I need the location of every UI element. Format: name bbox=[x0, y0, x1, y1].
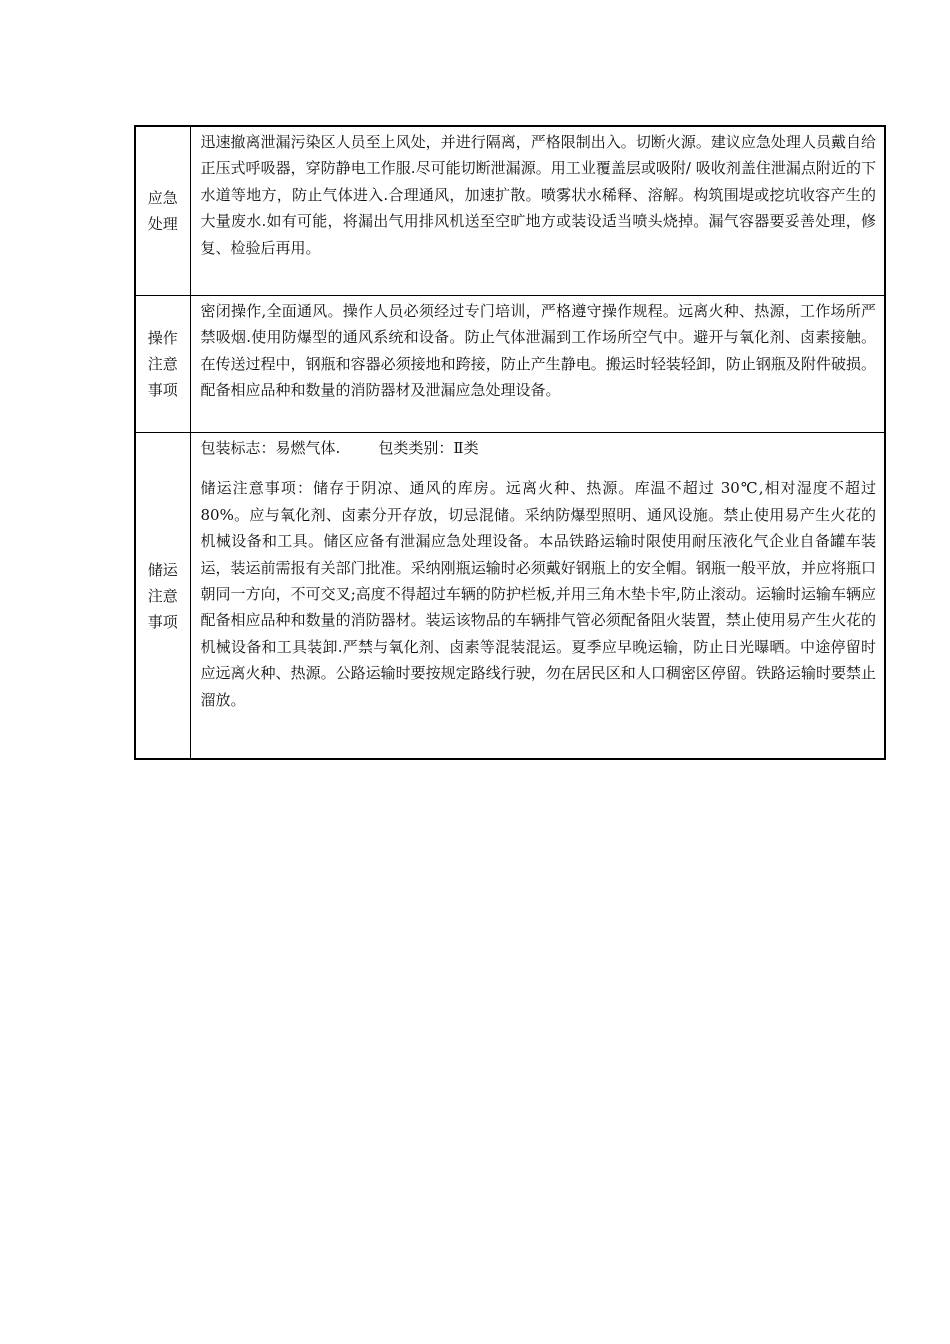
operation-label-line: 操作 bbox=[147, 329, 178, 347]
storage-label-line: 事项 bbox=[147, 612, 178, 631]
emergency-row bbox=[135, 126, 885, 296]
storage-content bbox=[190, 433, 885, 760]
storage-label-line: 储运 bbox=[147, 560, 178, 579]
emergency-content bbox=[190, 126, 885, 296]
packaging-line: 包装标志：易燃气体. 包类类别：Ⅱ类 bbox=[200, 439, 479, 457]
storage-text: 储运注意事项：储存于阴凉、通风的库房。远离火种、热源。库温不超过 30℃,相对湿度不超过 80%。应与氧化剂、卤素分开存放，切忌混储。采纳防爆型照明、通风设施。禁止使用易产生火花的机械设备和工具。储区应备有泄漏应急处理设备。本品铁路运输时限使用耐压液化气企业自备罐车装运，装运前需报有关部门批准。采纳刚瓶运输时必须戴好钢瓶上的安全帽。钢瓶一般平放，并应将瓶口朝同一方向，不可交叉;高度不得超过车辆的防护栏板,并用三角木垫卡牢,防止滚动。运输时运输车辆应配备相应品种和数量的消防器材。装运该物品的车辆排气管必须配备阻火装置，禁止使用易产生火花的机械设备和工具装卸.严禁与氧化剂、卤素等混装混运。夏季应早晚运输，防止日光曝晒。中途停留时应远离火种、热源。公路运输时要按规定路线行驶，勿在居民区和人口稠密区停留。铁路运输时要禁止溜放。 bbox=[200, 479, 876, 709]
safety-info-table bbox=[134, 125, 886, 760]
storage-row bbox=[135, 433, 885, 760]
operation-label-line: 事项 bbox=[147, 381, 178, 399]
emergency-text: 迅速撤离泄漏污染区人员至上风处，并进行隔离，严格限制出入。切断火源。建议应急处理人员戴自给正压式呼吸器，穿防静电工作服.尽可能切断泄漏源。用工业覆盖层或吸附/ 吸收剂盖住泄漏点附近的下水道等地方，防止气体进入.合理通风，加速扩散。喷雾状水稀释、溶解。构筑围堤或挖坑收容产生的大量废水.如有可能，将漏出气用排风机送至空旷地方或装设适当喷头烧掉。漏气容器要妥善处理，修复、检验后再用。 bbox=[200, 133, 876, 257]
spacer bbox=[201, 461, 877, 475]
emergency-label-line: 应急 bbox=[147, 189, 178, 207]
emergency-label-line: 处理 bbox=[147, 215, 178, 233]
operation-content bbox=[190, 296, 885, 433]
emergency-label bbox=[135, 126, 190, 296]
storage-label-line: 注意 bbox=[147, 586, 178, 605]
storage-label bbox=[135, 433, 190, 760]
operation-text: 密闭操作,全面通风。操作人员必须经过专门培训，严格遵守操作规程。远离火种、热源，工作场所严禁吸烟.使用防爆型的通风系统和设备。防止气体泄漏到工作场所空气中。避开与氧化剂、卤素接触。在传送过程中，钢瓶和容器必须接地和跨接，防止产生静电。搬运时轻装轻卸，防止钢瓶及附件破损。配备相应品种和数量的消防器材及泄漏应急处理设备。 bbox=[200, 302, 876, 400]
operation-row bbox=[135, 296, 885, 433]
operation-label bbox=[135, 296, 190, 433]
operation-label-line: 注意 bbox=[147, 355, 178, 373]
